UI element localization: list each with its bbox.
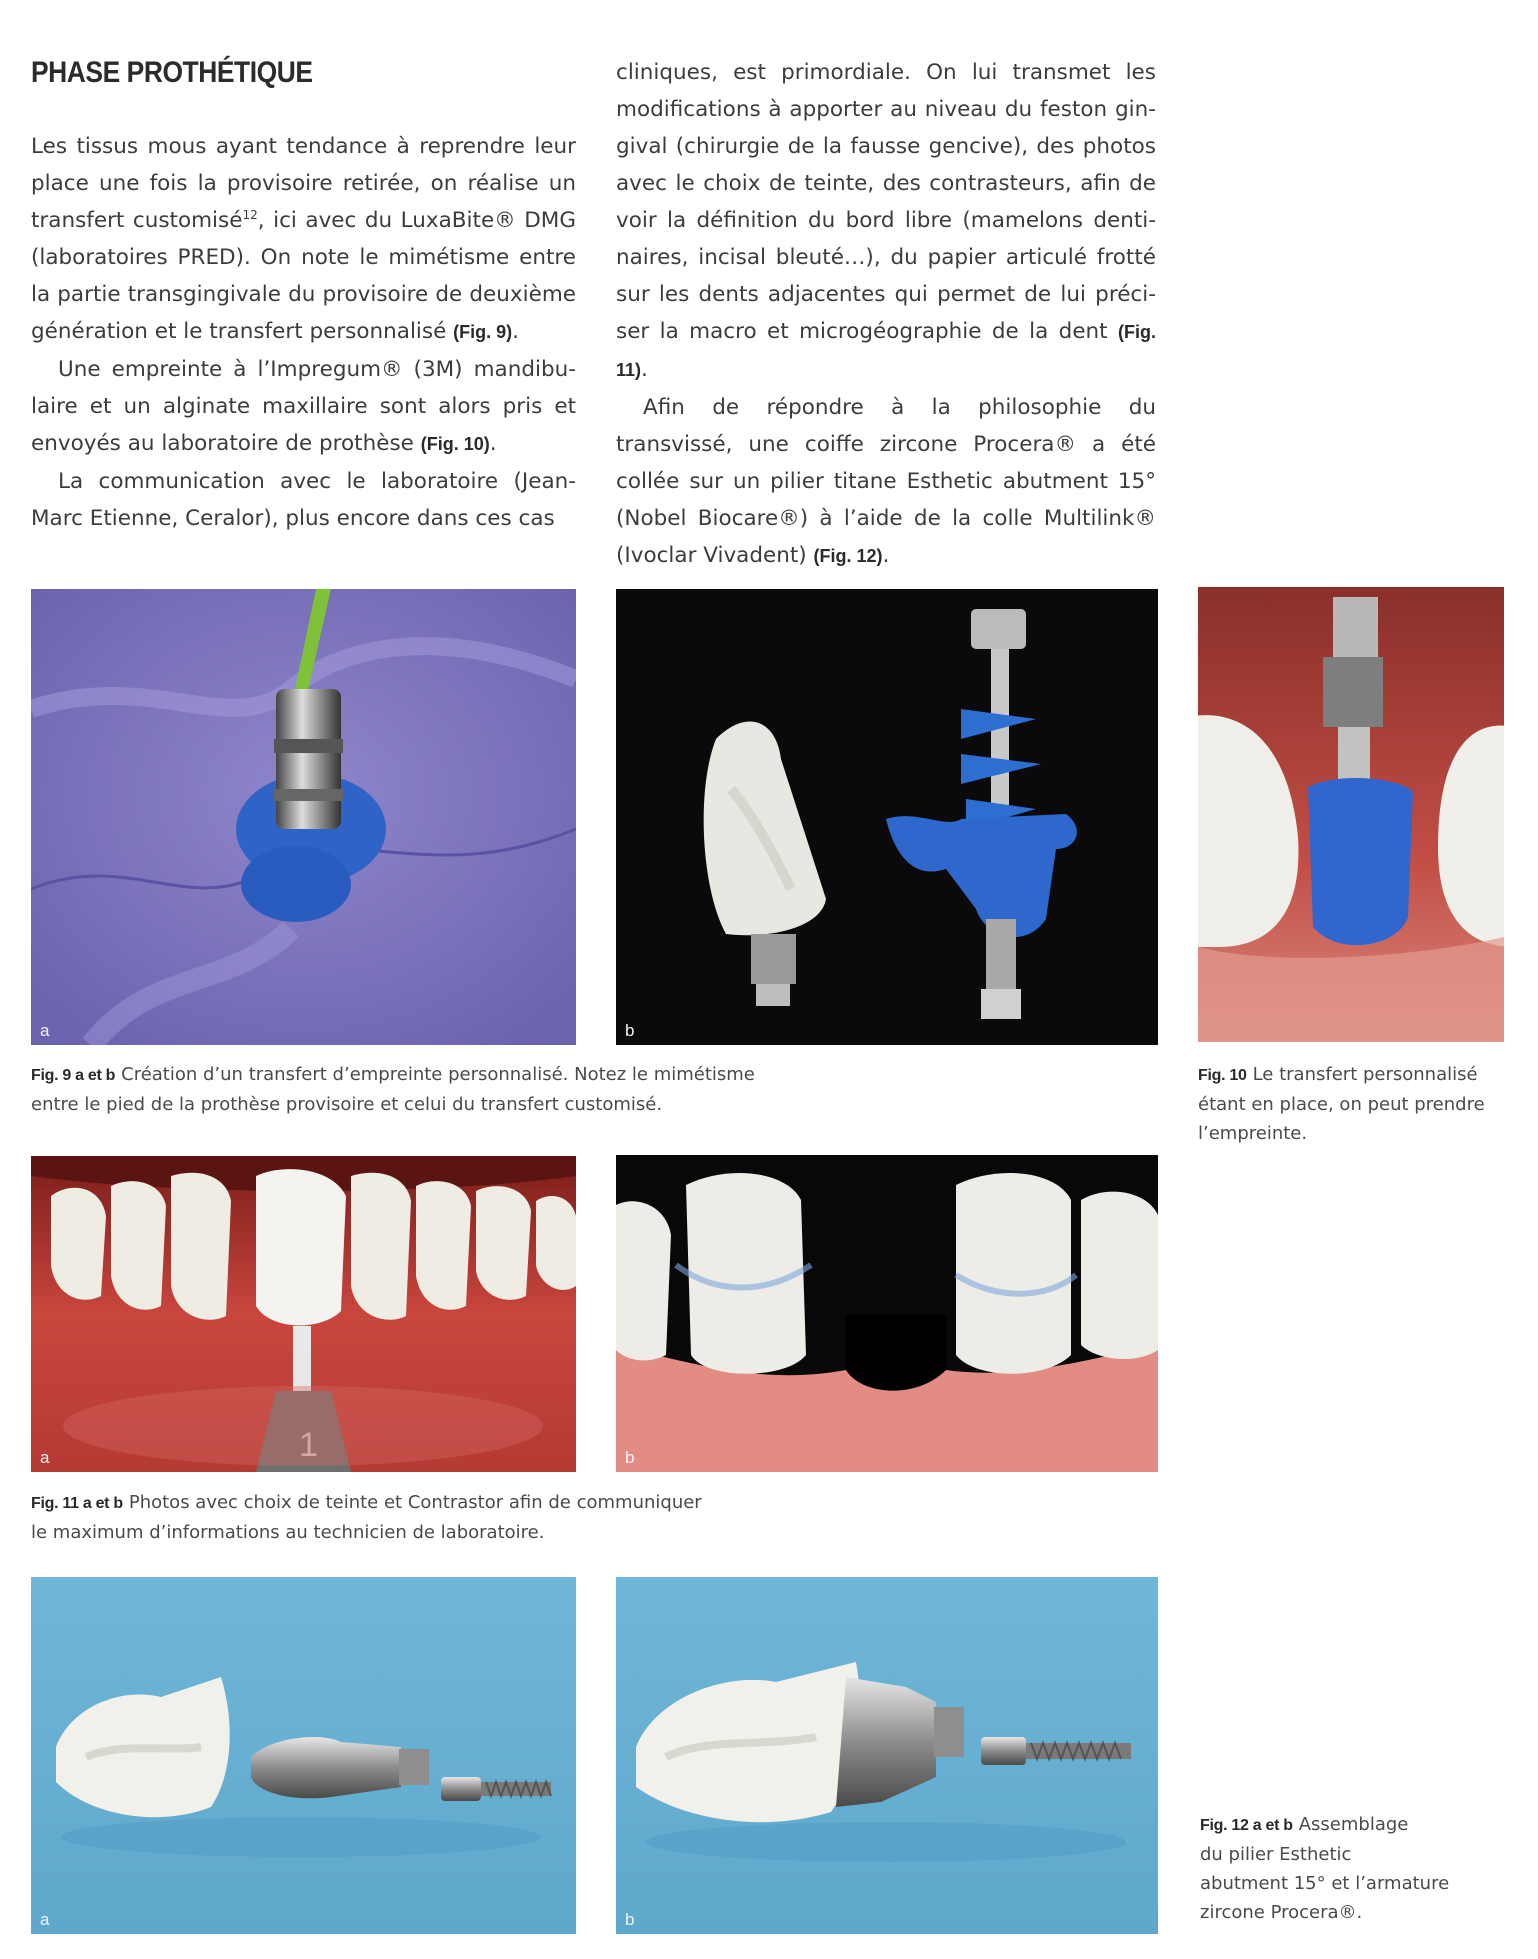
shade-tab-number: 1 [299, 1426, 318, 1464]
fig9-caption: Fig. 9 a et b Création d’un transfert d’empreinte personnalisé. Notez le mimétisme entre le pied de la prothèse provisoire et celui du transfert customisé. [31, 1064, 755, 1115]
figure-label: Fig. 11 a et b [31, 1495, 123, 1512]
figure-label: Fig. 12 a et b [1200, 1817, 1293, 1834]
paragraph: La communication avec le laboratoire (Jean-Marc Etienne, Ceralor), plus encore dans ces cas [31, 469, 576, 531]
paragraph: Afin de répondre à la philosophie du transvissé, une coiffe zircone Procera® a été collée sur un pilier titane Esthetic abutment 15° (Nobel Biocare®) à l’aide de la colle Multilink® (Ivoclar Vivadent) (Fig. 12). [616, 395, 1156, 568]
right-column [616, 54, 1156, 575]
panel-label: b [625, 1021, 635, 1040]
panel-label: b [625, 1910, 635, 1929]
section-heading: PHASE PROTHÉTIQUE [31, 56, 313, 89]
paragraph: Les tissus mous ayant tendance à reprendre leur place une fois la provisoire retirée, on réalise un transfert customisé$^{12}$, ici avec du LuxaBite® DMG (laboratoires PRED). On note le mimétisme entre la partie transgingivale du provisoire de deuxième génération et le transfert personnalisé (Fig. 9). [31, 134, 576, 344]
panel-label: b [625, 1448, 635, 1467]
fig12-caption: Fig. 12 a et b Assemblage du pilier Esthetic abutment 15° et l’armature zircone Procera®. [1200, 1814, 1450, 1923]
fig9a-photo [31, 589, 576, 1045]
paragraph: Une empreinte à l’Impregum® (3M) mandibulaire et un alginate maxillaire sont alors pris et envoyés au laboratoire de prothèse (Fig. 10). [31, 357, 576, 456]
fig9b-photo [616, 589, 1158, 1045]
figure-label: Fig. 9 a et b [31, 1067, 116, 1084]
fig11a-photo [31, 1156, 576, 1472]
fig10-photo [1198, 587, 1504, 1042]
fig10-caption: Fig. 10 Le transfert personnalisé étant en place, on peut prendre l’empreinte. [1198, 1064, 1485, 1144]
fig11b-photo [616, 1155, 1158, 1472]
panel-label: a [40, 1448, 50, 1467]
paragraph: cliniques, est primordiale. On lui transmet les modifications à apporter au niveau du feston gingival (chirurgie de la fausse gencive), des photos avec le choix de teinte, des contrasteurs, afin de voir la définition du bord libre (mamelons dentinaires, incisal bleuté…), du papier articulé frotté sur les dents adjacentes qui permet de lui préciser la macro et microgéographie de la dent (Fig. 11). [616, 60, 1156, 382]
figure-reference[interactable]: (Fig. 9) [453, 322, 513, 342]
figure-label: Fig. 10 [1198, 1067, 1247, 1084]
figure-reference[interactable]: (Fig. 12) [813, 546, 883, 566]
fig12a-photo [31, 1577, 576, 1934]
fig11-caption: Fig. 11 a et b Photos avec choix de teinte et Contrastor afin de communiquer le maximum d’informations au technicien de laboratoire. [31, 1492, 702, 1543]
figure-reference[interactable]: (Fig. 11) [616, 322, 1156, 380]
panel-label: a [40, 1910, 50, 1929]
figure-reference[interactable]: (Fig. 10) [420, 434, 490, 454]
fig12b-photo [616, 1577, 1158, 1934]
panel-label: a [40, 1021, 50, 1040]
left-column [31, 128, 576, 537]
